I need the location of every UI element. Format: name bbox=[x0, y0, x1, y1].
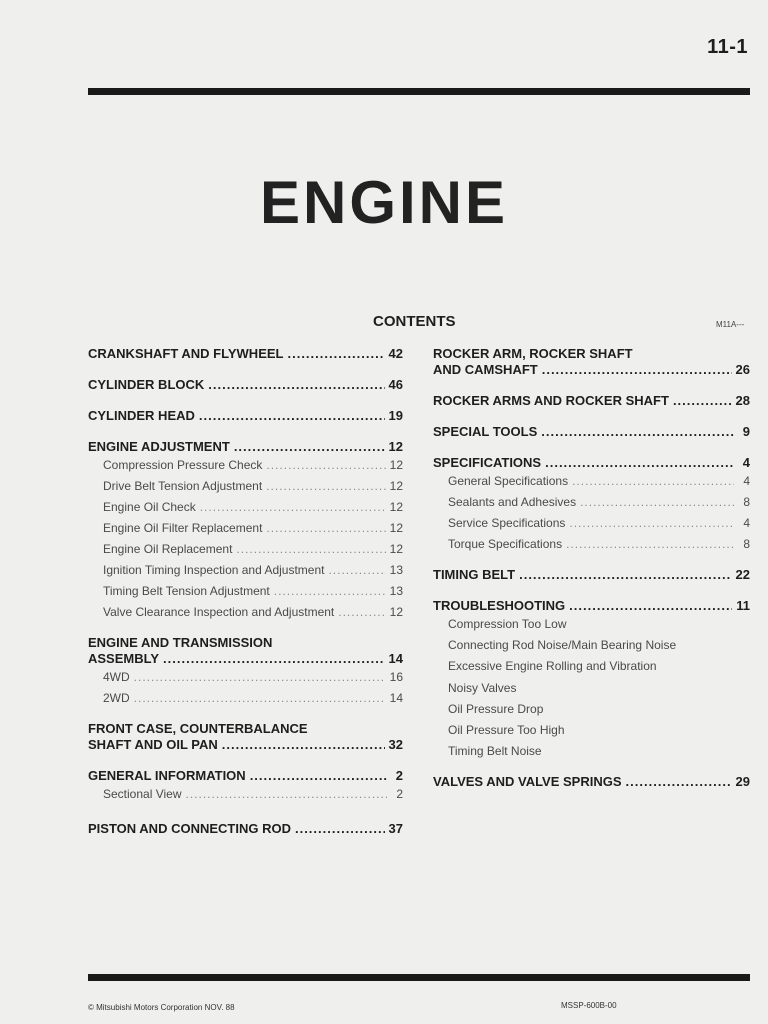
leader-dots bbox=[186, 784, 388, 805]
toc-label: SHAFT AND OIL PAN bbox=[88, 737, 218, 752]
toc-subentry[interactable]: Compression Too Low bbox=[448, 617, 567, 631]
toc-subentry[interactable] bbox=[433, 534, 750, 555]
toc-entry[interactable] bbox=[433, 393, 750, 409]
toc-subpage: 4 bbox=[743, 474, 750, 488]
leader-dots bbox=[274, 581, 386, 602]
toc-sublabel: Torque Specifications bbox=[448, 537, 563, 551]
toc-sublabel: Engine Oil Replacement bbox=[103, 542, 233, 556]
leader-dots bbox=[199, 408, 385, 424]
toc-sublabel: 2WD bbox=[103, 691, 130, 705]
toc-sublabel: Drive Belt Tension Adjustment bbox=[103, 479, 263, 493]
toc-subentry[interactable] bbox=[88, 518, 403, 539]
toc-page: 9 bbox=[742, 424, 750, 439]
top-rule bbox=[88, 88, 750, 95]
toc-page: 22 bbox=[735, 567, 750, 582]
toc-entry[interactable] bbox=[88, 721, 403, 753]
toc-label: AND CAMSHAFT bbox=[433, 362, 538, 377]
toc-label: CRANKSHAFT AND FLYWHEEL bbox=[88, 346, 284, 361]
leader-dots bbox=[287, 346, 384, 362]
leader-dots bbox=[208, 377, 384, 393]
toc-entry[interactable] bbox=[88, 821, 403, 837]
toc-page: 42 bbox=[388, 346, 403, 361]
toc-label: TIMING BELT bbox=[433, 567, 516, 582]
toc-entry[interactable] bbox=[88, 439, 403, 623]
toc-label: TROUBLESHOOTING bbox=[433, 598, 566, 613]
toc-entry[interactable] bbox=[433, 774, 750, 790]
toc-label: ROCKER ARMS AND ROCKER SHAFT bbox=[433, 393, 669, 408]
toc-page: 12 bbox=[388, 439, 403, 454]
toc-subpage: 12 bbox=[389, 458, 403, 472]
leader-dots bbox=[134, 688, 386, 709]
leader-dots bbox=[266, 476, 385, 497]
toc-page: 4 bbox=[742, 455, 750, 470]
toc-entry[interactable] bbox=[88, 377, 403, 393]
leader-dots bbox=[295, 821, 385, 837]
toc-subpage: 16 bbox=[389, 670, 403, 684]
toc-subpage: 12 bbox=[389, 479, 403, 493]
toc-subentry[interactable] bbox=[433, 492, 750, 513]
leader-dots bbox=[338, 602, 385, 623]
leader-dots bbox=[134, 667, 386, 688]
toc-subpage: 13 bbox=[389, 563, 403, 577]
leader-dots bbox=[250, 768, 387, 784]
toc-sublabel: Engine Oil Check bbox=[103, 500, 196, 514]
leader-dots bbox=[569, 598, 732, 614]
toc-subentry[interactable] bbox=[88, 667, 403, 688]
leader-dots bbox=[236, 539, 385, 560]
page-number: 11-1 bbox=[707, 36, 748, 58]
leader-dots bbox=[234, 439, 385, 455]
toc-sublabel: Engine Oil Filter Replacement bbox=[103, 521, 263, 535]
toc-subentry[interactable]: Timing Belt Noise bbox=[448, 744, 542, 759]
leader-dots bbox=[519, 567, 731, 583]
toc-subpage: 12 bbox=[389, 542, 403, 556]
leader-dots bbox=[569, 513, 734, 534]
toc-entry[interactable] bbox=[88, 635, 403, 709]
toc-subentry[interactable]: Noisy Valves bbox=[448, 680, 517, 695]
toc-label: VALVES AND VALVE SPRINGS bbox=[433, 774, 622, 790]
toc-entry[interactable] bbox=[88, 408, 403, 424]
toc-label-line1: ROCKER ARM, ROCKER SHAFT bbox=[433, 346, 633, 361]
leader-dots bbox=[566, 534, 734, 555]
toc-label: PISTON AND CONNECTING ROD bbox=[88, 821, 291, 836]
leader-dots bbox=[572, 471, 734, 492]
toc-page: 37 bbox=[388, 821, 403, 836]
toc-subentry[interactable] bbox=[433, 471, 750, 492]
toc-sublabel: 4WD bbox=[103, 670, 130, 684]
toc-subentry[interactable] bbox=[88, 784, 403, 805]
toc-subpage: 2 bbox=[396, 787, 403, 801]
toc-sublabel: Sealants and Adhesives bbox=[448, 495, 577, 509]
toc-entry[interactable] bbox=[88, 346, 403, 362]
toc-subpage: 14 bbox=[389, 691, 403, 705]
leader-dots bbox=[580, 492, 734, 513]
toc-page: 26 bbox=[735, 362, 750, 377]
toc-subentry[interactable]: Connecting Rod Noise/Main Bearing Noise bbox=[448, 638, 677, 653]
footer-copyright: © Mitsubishi Motors Corporation NOV. 88 bbox=[88, 1003, 235, 1012]
toc-page: 14 bbox=[388, 651, 403, 666]
toc-sublabel: Valve Clearance Inspection and Adjustment bbox=[103, 605, 335, 619]
leader-dots bbox=[163, 651, 384, 667]
toc-subentry[interactable] bbox=[88, 455, 403, 476]
toc-entry[interactable] bbox=[88, 768, 403, 805]
toc-entry[interactable] bbox=[433, 424, 750, 440]
toc-sublabel: Sectional View bbox=[103, 787, 182, 801]
toc-page: 2 bbox=[395, 768, 403, 783]
toc-subpage: 12 bbox=[389, 605, 403, 619]
toc-label: SPECIFICATIONS bbox=[433, 455, 542, 470]
leader-dots bbox=[222, 737, 385, 753]
toc-page: 29 bbox=[735, 774, 750, 790]
toc-subpage: 12 bbox=[389, 521, 403, 535]
toc-label: ASSEMBLY bbox=[88, 651, 160, 666]
section-code: M11A--- bbox=[716, 320, 745, 329]
leader-dots bbox=[626, 774, 732, 790]
toc-entry[interactable] bbox=[433, 346, 750, 378]
toc-entry[interactable] bbox=[433, 598, 750, 762]
toc-entry[interactable] bbox=[433, 567, 750, 583]
toc-sublabel: Timing Belt Tension Adjustment bbox=[103, 584, 270, 598]
footer-doc-code: MSSP-600B-00 bbox=[561, 1001, 617, 1010]
toc-sublabel: General Specifications bbox=[448, 474, 569, 488]
leader-dots bbox=[328, 560, 385, 581]
leader-dots bbox=[545, 455, 734, 471]
toc-subentry[interactable]: Oil Pressure Drop bbox=[448, 701, 544, 716]
chapter-title: ENGINE bbox=[259, 169, 509, 236]
toc-subpage: 4 bbox=[743, 516, 750, 530]
leader-dots bbox=[541, 424, 734, 440]
toc-entry[interactable] bbox=[433, 455, 750, 555]
toc-label-line1: ENGINE AND TRANSMISSION bbox=[88, 635, 273, 650]
toc-sublabel: Ignition Timing Inspection and Adjustment bbox=[103, 563, 325, 577]
toc-label-line1: FRONT CASE, COUNTERBALANCE bbox=[88, 721, 308, 736]
leader-dots bbox=[542, 362, 732, 378]
toc-subentry[interactable] bbox=[88, 581, 403, 602]
toc-label: ENGINE ADJUSTMENT bbox=[88, 439, 230, 454]
toc-subpage: 8 bbox=[743, 537, 750, 551]
toc-label: SPECIAL TOOLS bbox=[433, 424, 538, 439]
toc-page: 28 bbox=[735, 393, 750, 408]
leader-dots bbox=[266, 455, 385, 476]
toc-page: 32 bbox=[388, 737, 403, 752]
leader-dots bbox=[200, 497, 386, 518]
toc-subpage: 8 bbox=[743, 495, 750, 509]
toc-subentry[interactable] bbox=[88, 476, 403, 497]
toc-label: CYLINDER BLOCK bbox=[88, 377, 205, 392]
toc-label: CYLINDER HEAD bbox=[88, 408, 195, 423]
toc-subpage: 13 bbox=[389, 584, 403, 598]
toc-page: 46 bbox=[388, 377, 403, 392]
toc-sublabel: Compression Pressure Check bbox=[103, 458, 263, 472]
toc-subentry[interactable] bbox=[88, 602, 403, 623]
toc-subentry[interactable] bbox=[88, 688, 403, 709]
toc-subentry[interactable] bbox=[433, 513, 750, 534]
contents-heading: CONTENTS bbox=[373, 313, 456, 330]
toc-page: 11 bbox=[736, 598, 750, 613]
contents-left-column bbox=[88, 346, 403, 837]
bottom-rule bbox=[88, 974, 750, 981]
toc-subpage: 12 bbox=[389, 500, 403, 514]
toc-label: GENERAL INFORMATION bbox=[88, 768, 246, 783]
leader-dots bbox=[673, 393, 732, 409]
toc-subentry[interactable] bbox=[88, 560, 403, 581]
toc-subentry[interactable] bbox=[88, 539, 403, 560]
contents-right-column bbox=[433, 346, 750, 790]
toc-subentry[interactable] bbox=[88, 497, 403, 518]
leader-dots bbox=[266, 518, 385, 539]
toc-sublabel: Service Specifications bbox=[448, 516, 566, 530]
toc-subentry[interactable]: Excessive Engine Rolling and Vibration bbox=[448, 659, 657, 674]
toc-page: 19 bbox=[388, 408, 403, 423]
toc-subentry[interactable]: Oil Pressure Too High bbox=[448, 723, 565, 738]
